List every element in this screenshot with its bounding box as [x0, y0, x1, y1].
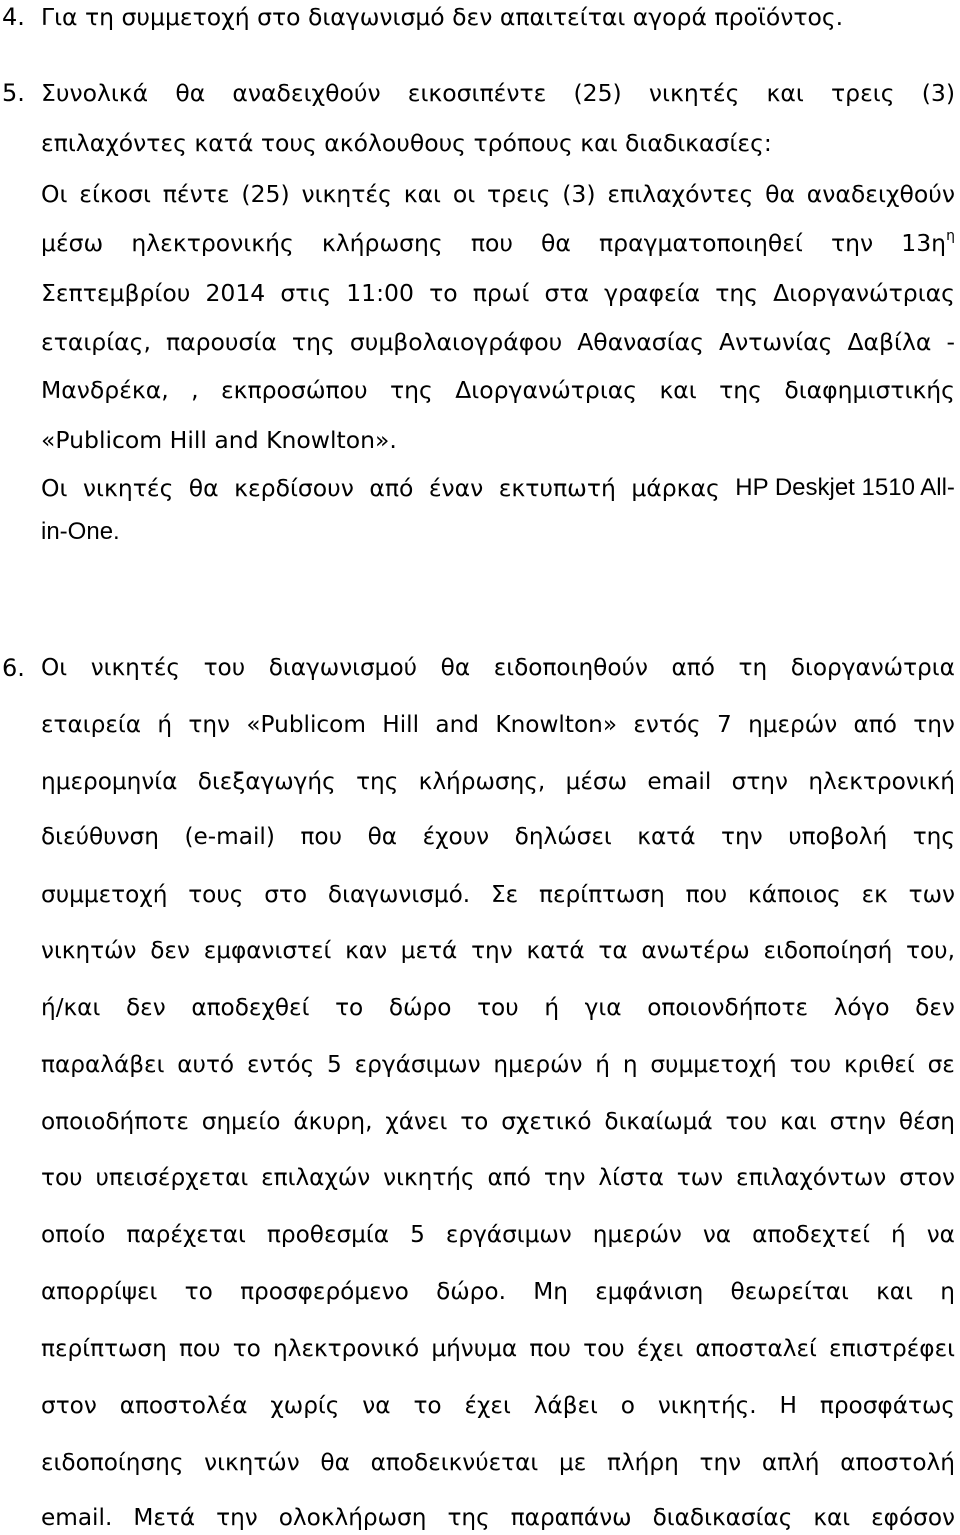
- word: λίστα: [598, 1164, 664, 1191]
- word: καν: [345, 937, 388, 964]
- word: δεν: [125, 994, 166, 1021]
- word: τρεις: [831, 79, 895, 107]
- word: επιλαχών: [261, 1164, 371, 1191]
- word: έχουν: [422, 823, 490, 850]
- word: Μανδρέκα,: [41, 376, 169, 404]
- item-6-line-7: [41, 994, 955, 1022]
- word: κριθεί: [843, 1051, 915, 1078]
- word: (3): [562, 180, 596, 208]
- word: της: [719, 376, 762, 404]
- word: Οι: [41, 474, 68, 502]
- word: την: [188, 711, 231, 738]
- word: αποδεχθεί: [191, 994, 310, 1021]
- word: από: [671, 654, 715, 681]
- word: ο: [620, 1392, 635, 1419]
- item-6-line-9: [41, 1108, 955, 1136]
- word: το: [429, 279, 458, 307]
- word: θα: [188, 474, 219, 502]
- word: κλήρωσης: [321, 229, 443, 257]
- word: της: [715, 279, 759, 307]
- word: 2014: [205, 279, 266, 307]
- word: ή: [157, 711, 173, 738]
- item-5-number: 5.: [2, 79, 25, 107]
- word: στις: [280, 279, 332, 307]
- word: ηλεκτρονική: [808, 768, 955, 795]
- word: εταιρίας,: [41, 328, 151, 356]
- word: με: [558, 1449, 587, 1476]
- word: κατά: [526, 937, 585, 964]
- word: μάρκας: [631, 474, 720, 502]
- prize-model: HP Deskjet 1510 All-: [735, 474, 955, 501]
- word: συμμετοχή: [650, 1051, 777, 1078]
- word: θα: [320, 1449, 350, 1476]
- word: πρωί: [472, 279, 530, 307]
- item-5-line-2: επιλαχόντες κατά τους ακόλουθους τρόπους και διαδικασίες:: [41, 129, 772, 157]
- word: στον: [899, 1164, 955, 1191]
- word: συμμετοχή: [41, 881, 168, 908]
- word: Μη: [533, 1278, 568, 1305]
- word: (25): [573, 79, 622, 107]
- word: περίπτωση: [41, 1335, 167, 1362]
- word: εμφανιστεί: [203, 937, 332, 964]
- word: δώρο.: [436, 1278, 506, 1305]
- word: νικητές: [90, 654, 180, 681]
- word: αυτό: [177, 1051, 235, 1078]
- word: θεωρείται: [730, 1278, 849, 1305]
- word: παρέχεται: [126, 1221, 246, 1248]
- word: αποστολέα: [119, 1392, 248, 1419]
- word: διοργανώτρια: [790, 654, 955, 681]
- word: πραγματοποιηθεί: [599, 229, 803, 257]
- word: θέση: [898, 1108, 955, 1135]
- word: θα: [175, 79, 206, 107]
- word: οποιοδήποτε: [41, 1108, 189, 1135]
- item-6-line-10: [41, 1164, 955, 1192]
- item-6-line-6: [41, 937, 955, 965]
- word: η: [622, 1051, 638, 1078]
- word: προσφερόμενο: [240, 1278, 409, 1305]
- word: email.: [41, 1504, 113, 1531]
- word: ημερομηνία: [41, 768, 178, 795]
- word: (e-mail): [184, 823, 275, 850]
- word: που: [300, 823, 343, 850]
- word: το: [232, 1335, 261, 1362]
- word: εταιρεία: [41, 711, 142, 738]
- word: του: [477, 994, 519, 1021]
- word: δηλώσει: [514, 823, 612, 850]
- word: ημερών: [592, 1221, 682, 1248]
- word: χάνει: [385, 1108, 448, 1135]
- item-5-line-5: [41, 279, 955, 307]
- word: γραφεία: [604, 279, 701, 307]
- word: και: [766, 79, 804, 107]
- word: του,: [906, 937, 955, 964]
- word: περίπτωση: [539, 881, 665, 908]
- word: έχει: [464, 1392, 511, 1419]
- word: Σεπτεμβρίου: [41, 279, 191, 307]
- word: για: [584, 994, 622, 1021]
- word: μέσω: [565, 768, 628, 795]
- word: να: [362, 1392, 391, 1419]
- word: θα: [440, 654, 471, 681]
- word: αποσταλεί: [695, 1335, 817, 1362]
- word: σχετικό: [501, 1108, 592, 1135]
- word: αποστολή: [840, 1449, 955, 1476]
- word: την: [830, 229, 874, 257]
- word: δεν: [150, 937, 190, 964]
- word: το: [335, 994, 364, 1021]
- word: μέσω: [41, 229, 104, 257]
- word: και: [813, 1504, 851, 1531]
- draw-date-superscript: η: [946, 228, 955, 244]
- word: συμβολαιογράφου: [349, 328, 563, 356]
- word: εφόσον: [871, 1504, 955, 1531]
- word: του: [789, 1051, 832, 1078]
- word: στην: [731, 768, 788, 795]
- word: χωρίς: [270, 1392, 340, 1419]
- word: αποδεχτεί: [752, 1221, 870, 1248]
- word: εκπροσώπου: [220, 376, 368, 404]
- word: εργάσιμων: [354, 1051, 481, 1078]
- word: του: [203, 654, 246, 681]
- word: το: [184, 1278, 213, 1305]
- word: ολοκλήρωση: [278, 1504, 427, 1531]
- word: θα: [541, 229, 571, 257]
- word: οποιονδήποτε: [647, 994, 809, 1021]
- word: να: [702, 1221, 732, 1248]
- word: και: [876, 1278, 913, 1305]
- word: δώρο: [388, 994, 452, 1021]
- word: δεν: [915, 994, 955, 1021]
- word: που: [178, 1335, 221, 1362]
- word: ηλεκτρονικής: [131, 229, 294, 257]
- word: υπεισέρχεται: [95, 1164, 249, 1191]
- item-6-line-11: [41, 1221, 955, 1249]
- word: και: [779, 1108, 817, 1135]
- word: νικητές: [301, 180, 392, 208]
- word: παρουσία: [165, 328, 277, 356]
- word: ηλεκτρονικό: [273, 1335, 420, 1362]
- word: διαγωνισμού: [268, 654, 418, 681]
- word: λόγο: [833, 994, 890, 1021]
- word: από: [487, 1164, 531, 1191]
- word: και: [659, 376, 697, 404]
- item-6-line-4: [41, 823, 955, 851]
- word: την: [913, 711, 955, 738]
- word: υποβολή: [788, 823, 888, 850]
- word: την: [543, 1164, 586, 1191]
- item-5-line-9: [41, 474, 955, 502]
- word: ημερών: [748, 711, 838, 738]
- word: Knowlton»: [495, 711, 618, 738]
- word: ειδοποίησης: [41, 1449, 184, 1476]
- word: ή: [595, 1051, 610, 1078]
- word: έναν: [428, 474, 484, 502]
- word: Αθανασίας: [577, 328, 704, 356]
- word: επιλαχόντων: [736, 1164, 887, 1191]
- word: θα: [765, 180, 795, 208]
- word: Σε: [491, 881, 519, 908]
- word: Αντωνίας: [719, 328, 833, 356]
- word: κερδίσουν: [234, 474, 354, 502]
- word: προθεσμία: [266, 1221, 390, 1248]
- word: στα: [544, 279, 590, 307]
- word: των: [908, 881, 955, 908]
- word: την: [216, 1504, 258, 1531]
- word: Διοργανώτριας: [455, 376, 638, 404]
- word: εικοσιπέντε: [407, 79, 547, 107]
- word: επιλαχόντες: [607, 180, 754, 208]
- word: οποίο: [41, 1221, 106, 1248]
- word: παραπάνω: [510, 1504, 632, 1531]
- word: Hill: [382, 711, 420, 738]
- word: άκυρη,: [293, 1108, 373, 1135]
- word: ειδοποιηθούν: [493, 654, 648, 681]
- word: στο: [264, 881, 308, 908]
- word: ημερών: [493, 1051, 583, 1078]
- word: αναδειχθούν: [806, 180, 955, 208]
- word: email: [647, 768, 712, 795]
- word: μήνυμα: [431, 1335, 518, 1362]
- word: απλή: [761, 1449, 820, 1476]
- item-5-line-1: [41, 79, 955, 107]
- word: είκοσι: [79, 180, 151, 208]
- word: αποδεικνύεται: [370, 1449, 539, 1476]
- word: την: [699, 1449, 742, 1476]
- word: το: [413, 1392, 442, 1419]
- word: τα: [598, 937, 628, 964]
- item-5-line-8: «Publicom Hill and Knowlton».: [41, 426, 397, 454]
- word: να: [926, 1221, 955, 1248]
- word: στην: [829, 1108, 886, 1135]
- word: από: [853, 711, 897, 738]
- item-6-line-13: [41, 1335, 955, 1363]
- item-6-line-3: [41, 768, 955, 796]
- word: 5: [410, 1221, 425, 1248]
- word: νικητής: [383, 1164, 475, 1191]
- word: που: [529, 1335, 571, 1362]
- word: ειδοποίησή: [763, 937, 893, 964]
- word: διαγωνισμό.: [327, 881, 471, 908]
- item-5-line-4: [41, 229, 955, 257]
- word: (3): [921, 79, 955, 107]
- word: πέντε: [162, 180, 230, 208]
- word: διεξαγωγής: [197, 768, 336, 795]
- word: της: [291, 328, 335, 356]
- word: διαφημιστικής: [784, 376, 955, 404]
- word: ή/και: [41, 994, 101, 1021]
- word: τρεις: [486, 180, 551, 208]
- item-6-line-1: [41, 654, 955, 682]
- word: και: [403, 180, 442, 208]
- word: «Publicom: [246, 711, 366, 738]
- item-5-line-3: [41, 180, 955, 208]
- word: -: [946, 328, 955, 356]
- word: εργάσιμων: [445, 1221, 572, 1248]
- word: επιστρέφει: [829, 1335, 955, 1362]
- word: μετά: [400, 937, 458, 964]
- word: παραλάβει: [41, 1051, 165, 1078]
- word: ,: [191, 376, 199, 404]
- word: Διοργανώτριας: [773, 279, 955, 307]
- draw-date-day: $13\eta^\eta$: [901, 228, 955, 257]
- word: εμφάνιση: [595, 1278, 704, 1305]
- word: τους: [188, 881, 244, 908]
- prize-model-continued: in-One.: [41, 518, 120, 545]
- word: που: [470, 229, 513, 257]
- word: διαδικασίας: [652, 1504, 793, 1531]
- word: από: [369, 474, 414, 502]
- word: δικαίωμά: [604, 1108, 713, 1135]
- item-6-line-5: [41, 881, 955, 909]
- word: του: [583, 1335, 625, 1362]
- word: (25): [241, 180, 290, 208]
- word: νικητών: [41, 937, 137, 964]
- word: εντός: [633, 711, 701, 738]
- word: εκ: [861, 881, 888, 908]
- word: ή: [544, 994, 560, 1021]
- word: έχει: [636, 1335, 684, 1362]
- word: προσφάτως: [819, 1392, 955, 1419]
- word: η: [940, 1278, 955, 1305]
- word: 5: [327, 1051, 342, 1078]
- item-5-line-10: [41, 517, 955, 546]
- word: πλήρη: [607, 1449, 679, 1476]
- item-4-number: 4.: [2, 3, 25, 31]
- word: ή: [890, 1221, 906, 1248]
- word: Συνολικά: [41, 79, 149, 107]
- item-6-line-2: [41, 711, 955, 739]
- word: την: [471, 937, 513, 964]
- item-5-line-6: [41, 328, 955, 356]
- word: διεύθυνση: [41, 823, 159, 850]
- word: του: [725, 1108, 768, 1135]
- word: κατά: [637, 823, 696, 850]
- word: Οι: [41, 654, 68, 681]
- word: το: [460, 1108, 489, 1135]
- word: απορρίψει: [41, 1278, 158, 1305]
- word: ανωτέρω: [641, 937, 750, 964]
- word: εντός: [246, 1051, 315, 1078]
- word: που: [685, 881, 728, 908]
- word: του: [41, 1164, 83, 1191]
- word: and: [435, 711, 480, 738]
- item-6-line-14: [41, 1392, 955, 1420]
- word: Δαβίλα: [847, 328, 932, 356]
- item-4-text: Για τη συμμετοχή στο διαγωνισμό δεν απαιτείται αγορά προϊόντος.: [41, 3, 844, 31]
- item-6-number: 6.: [2, 654, 25, 682]
- word: σε: [927, 1051, 955, 1078]
- word: την: [721, 823, 763, 850]
- word: στον: [41, 1392, 97, 1419]
- item-6-line-12: [41, 1278, 955, 1306]
- word: κάποιος: [748, 881, 841, 908]
- word: νικητές: [648, 79, 740, 107]
- word: θα: [367, 823, 398, 850]
- word: Η: [779, 1392, 797, 1419]
- word: 11:00: [346, 279, 414, 307]
- word: Οι: [41, 180, 68, 208]
- word: της: [912, 823, 955, 850]
- word: της: [356, 768, 399, 795]
- word: τη: [738, 654, 768, 681]
- item-6-line-15: [41, 1449, 955, 1477]
- word: νικητής.: [657, 1392, 757, 1419]
- item-6-line-16: [41, 1504, 955, 1532]
- word: 7: [716, 711, 732, 738]
- item-6-line-8: [41, 1051, 955, 1079]
- word: αναδειχθούν: [232, 79, 381, 107]
- word: εκτυπωτή: [498, 474, 616, 502]
- word: νικητές: [82, 474, 174, 502]
- word: οι: [452, 180, 476, 208]
- word: κλήρωσης,: [418, 768, 546, 795]
- word: νικητών: [204, 1449, 300, 1476]
- word: των: [676, 1164, 724, 1191]
- word: Μετά: [133, 1504, 196, 1531]
- word: σημείο: [201, 1108, 281, 1135]
- word: λάβει: [533, 1392, 598, 1419]
- word: της: [390, 376, 433, 404]
- word: της: [447, 1504, 490, 1531]
- item-5-line-7: [41, 376, 955, 404]
